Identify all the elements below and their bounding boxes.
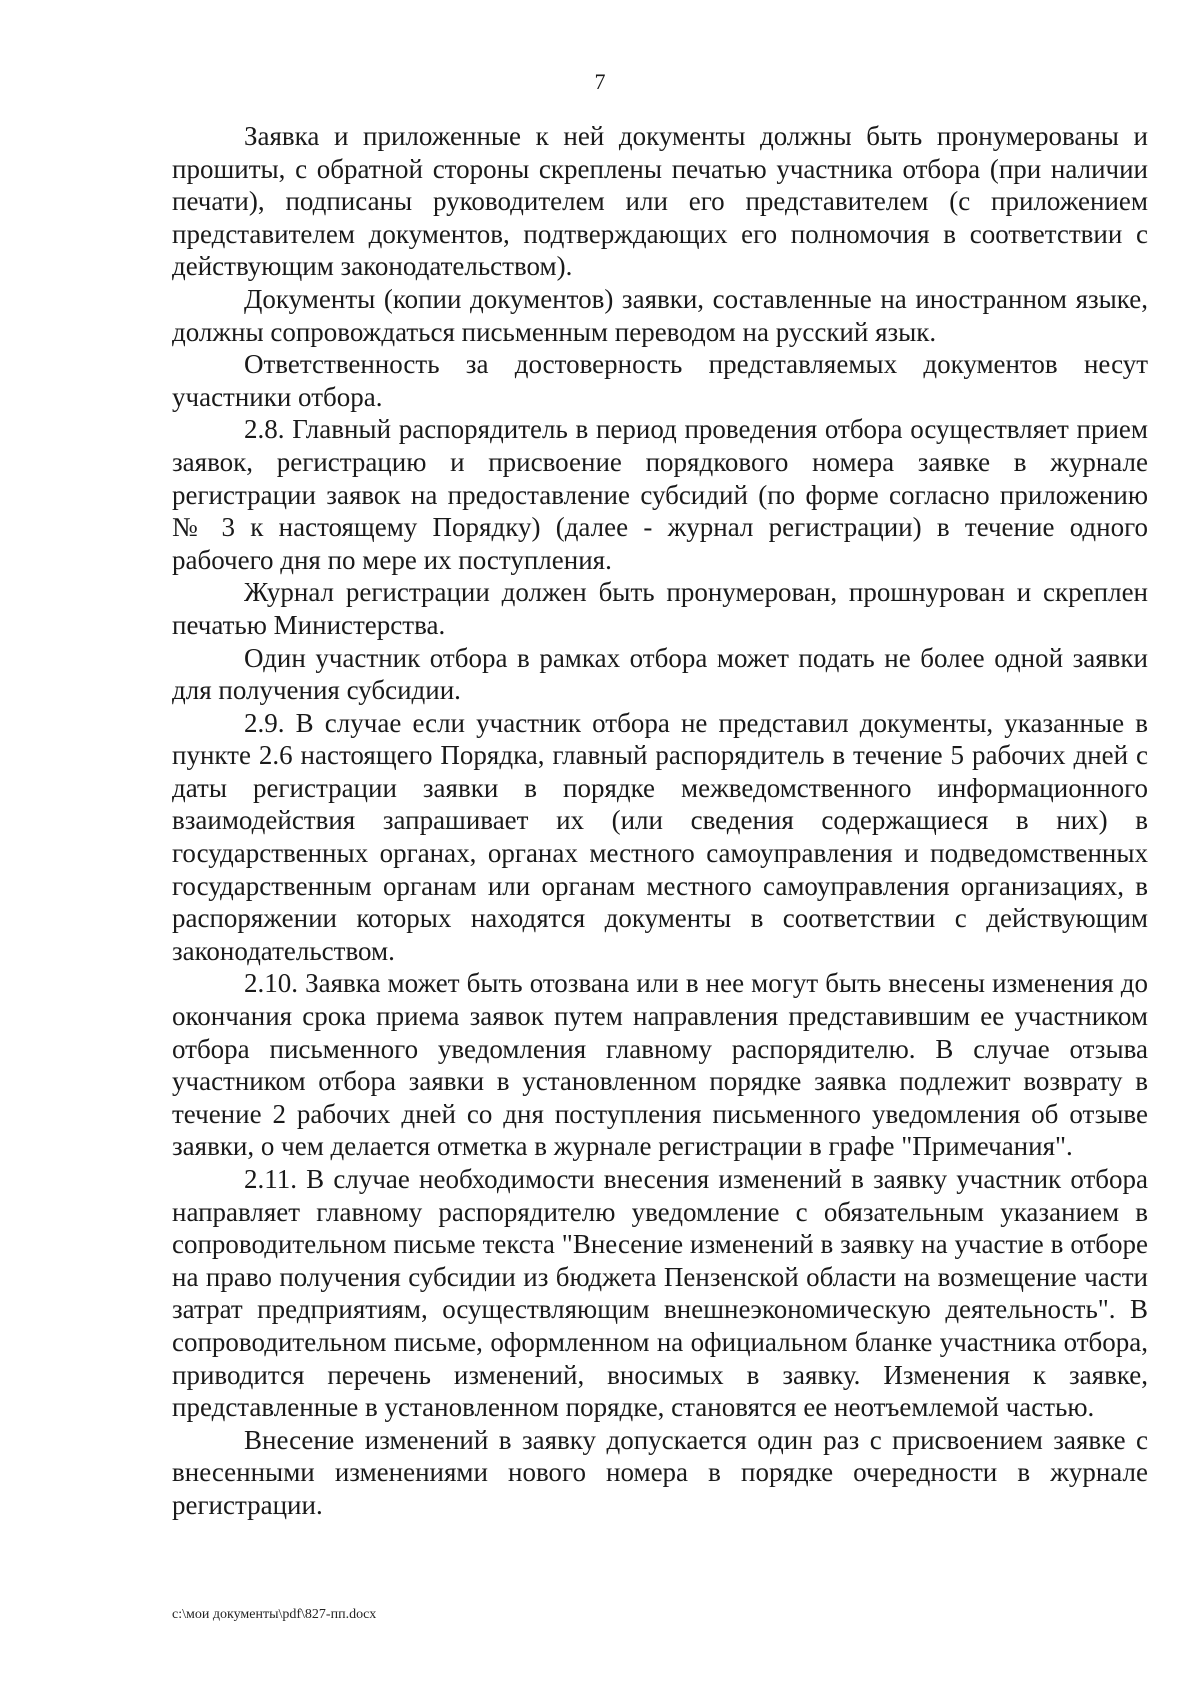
paragraph-registration-journal: Журнал регистрации должен быть пронумерован, прошнурован и скреплен печатью Министерства. bbox=[172, 577, 1148, 640]
paragraph-2-11: 2.11. В случае необходимости внесения изменений в заявку участник отбора направляет главному распорядителю уведомление с обязательным указанием в сопроводительном письме текста "Внесение изменений в заявку на участие в отборе на право получения субсидии из бюджета Пензенской области на возмещение части затрат предприятиям, осуществляющим внешнеэкономическую деятельность". В сопроводительном письме, оформленном на официальном бланке участника отбора, приводится перечень изменений, вносимых в заявку. Изменения к заявке, представленные в установленном порядке, становятся ее неотъемлемой частью. bbox=[172, 1164, 1148, 1423]
paragraph-responsibility: Ответственность за достоверность представляемых документов несут участники отбора. bbox=[172, 349, 1148, 412]
paragraph-one-application: Один участник отбора в рамках отбора может подать не более одной заявки для получения субсидии. bbox=[172, 642, 1148, 706]
paragraph-2-8: 2.8. Главный распорядитель в период проведения отбора осуществляет прием заявок, регистрацию и присвоение порядкового номера заявке в журнале регистрации заявок на предоставление субсидий (по форме согласно приложению № 3 к настоящему Порядку) (далее - журнал регистрации) в течение одного рабочего дня по мере их поступления. bbox=[172, 414, 1148, 575]
footer-file-path: c:\мои документы\pdf\827-пп.docx bbox=[172, 1607, 377, 1622]
paragraph-2-10: 2.10. Заявка может быть отозвана или в нее могут быть внесены изменения до окончания срока приема заявок путем направления представившим ее участником отбора письменного уведомления главному распорядителю. В случае отзыва участником отбора заявки в установленном порядке заявка подлежит возврату в течение 2 рабочих дней со дня поступления письменного уведомления об отзыве заявки, о чем делается отметка в журнале регистрации в графе "Примечания". bbox=[172, 968, 1148, 1162]
paragraph-foreign-language-documents: Документы (копии документов) заявки, составленные на иностранном языке, должны сопровождаться письменным переводом на русский язык. bbox=[172, 283, 1148, 347]
page-number: 7 bbox=[594, 69, 606, 94]
paragraph-2-9: 2.9. В случае если участник отбора не представил документы, указанные в пункте 2.6 настоящего Порядка, главный распорядитель в течение 5 рабочих дней с даты регистрации заявки в порядке межведомственного информационного взаимодействия запрашивает их (или сведения содержащиеся в них) в государственных органах, органах местного самоуправления и подведомственных государственным органам или органам местного самоуправления организациях, в распоряжении которых находятся документы в соответствии с действующим законодательством. bbox=[172, 707, 1148, 966]
paragraph-application-numbering: Заявка и приложенные к ней документы должны быть пронумерованы и прошиты, с обратной стороны скреплены печатью участника отбора (при наличии печати), подписаны руководителем или его представителем (с приложением представителем документов, подтверждающих его полномочия в соответствии с действующим законодательством). bbox=[172, 121, 1148, 282]
document-body bbox=[172, 120, 1148, 1522]
paragraph-changes-once: Внесение изменений в заявку допускается один раз с присвоением заявке с внесенными изменениями нового номера в порядке очередности в журнале регистрации. bbox=[172, 1424, 1148, 1520]
